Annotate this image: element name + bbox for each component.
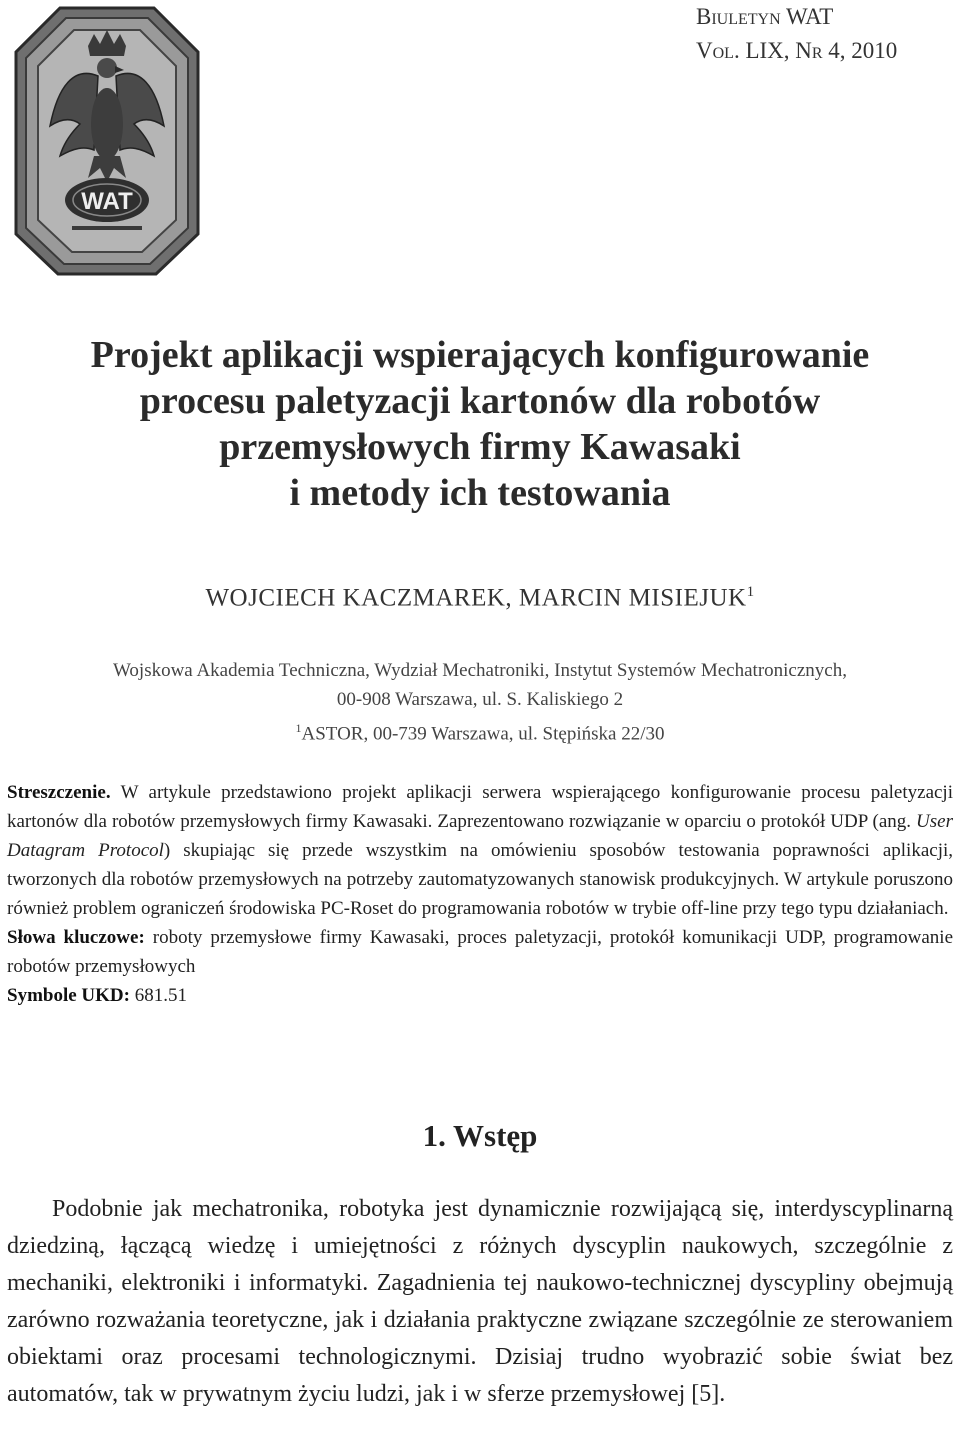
ukd-label: Symbole UKD: (7, 985, 130, 1006)
abstract-text-part1: W artykule przedstawiono projekt aplikacji serwera wspierającego konfigurowanie procesu paletyzacji kartonów dla robotów przemysłowych firmy Kawasaki. Zaprezentowano rozwiązanie w oparciu o protokół UDP (ang. (7, 782, 953, 832)
affiliation-line: 00-908 Warszawa, ul. S. Kaliskiego 2 (336, 689, 624, 710)
abstract-paragraph (7, 778, 953, 923)
journal-header (696, 0, 936, 68)
author-list (0, 584, 960, 612)
ukd-paragraph (7, 981, 953, 1010)
section-body (7, 1191, 953, 1413)
wat-eagle-crest-icon (14, 6, 200, 276)
authors-text: WOJCIECH KACZMAREK, MARCIN MISIEJUK (205, 584, 747, 612)
affiliation-astor: ASTOR, 00-739 Warszawa, ul. Stępińska 22/30 (301, 723, 665, 745)
keywords-label: Słowa kluczowe: (7, 927, 145, 948)
keywords-paragraph (7, 923, 953, 981)
abstract-italic-term: User Datagram Protocol (7, 811, 953, 861)
abstract-label: Streszczenie. (7, 782, 111, 803)
logo-text: WAT (81, 188, 133, 215)
affiliation-superscript: 1 (295, 721, 302, 735)
abstract-text-part2: ) skupiając się przede wszystkim na omówieniu sposobów testowania poprawności aplikacji, tworzonych dla robotów przemysłowych na potrzeby zautomatyzowanych stanowisk produkcyjnych. W artykule poruszono również problem ograniczeń środowiska PC-Roset do programowania robotów w trybie off-line przy tego typu działaniach. (7, 840, 954, 919)
title-line: przemysłowych firmy Kawasaki (219, 426, 741, 468)
ukd-value: 681.51 (129, 985, 187, 1006)
journal-volume: Vol. LIX, Nr 4, 2010 (696, 38, 898, 63)
body-paragraph: Podobnie jak mechatronika, robotyka jest dynamicznie rozwijającą się, interdyscyplinarną dziedziną, łączącą wiedzę i umiejętności z różnych dyscyplin naukowych, szczególnie z mechaniki, elektroniki i informatyki. Zagadnienia tej naukowo-technicznej dyscypliny obejmują zarówno rozważania teoretyczne, jak i działania praktyczne związane szczególnie ze sterowaniem obiektami oraz procesami technologicznymi. Dzisiaj trudno wyobrazić sobie świat bez automatów, tak w prywatnym życiu ludzi, jak i w sferze przemysłowej [5]. (7, 1196, 953, 1407)
keywords-text: roboty przemysłowe firmy Kawasaki, proces paletyzacji, protokół komunikacji UDP, programowanie robotów przemysłowych (7, 927, 954, 977)
affiliations (0, 656, 960, 748)
journal-name: Biuletyn WAT (696, 4, 834, 29)
abstract-block (7, 778, 953, 1010)
title-line: i metody ich testowania (289, 472, 671, 514)
affiliation-line: Wojskowa Akademia Techniczna, Wydział Mechatroniki, Instytut Systemów Mechatronicznych, (113, 660, 847, 681)
title-line: Projekt aplikacji wspierających konfigurowanie (90, 334, 870, 376)
affiliation-line (0, 714, 960, 748)
title-line: procesu paletyzacji kartonów dla robotów (139, 380, 821, 422)
author-superscript: 1 (746, 584, 755, 600)
section-heading: 1. Wstęp (422, 1118, 538, 1153)
paper-title (0, 332, 960, 516)
